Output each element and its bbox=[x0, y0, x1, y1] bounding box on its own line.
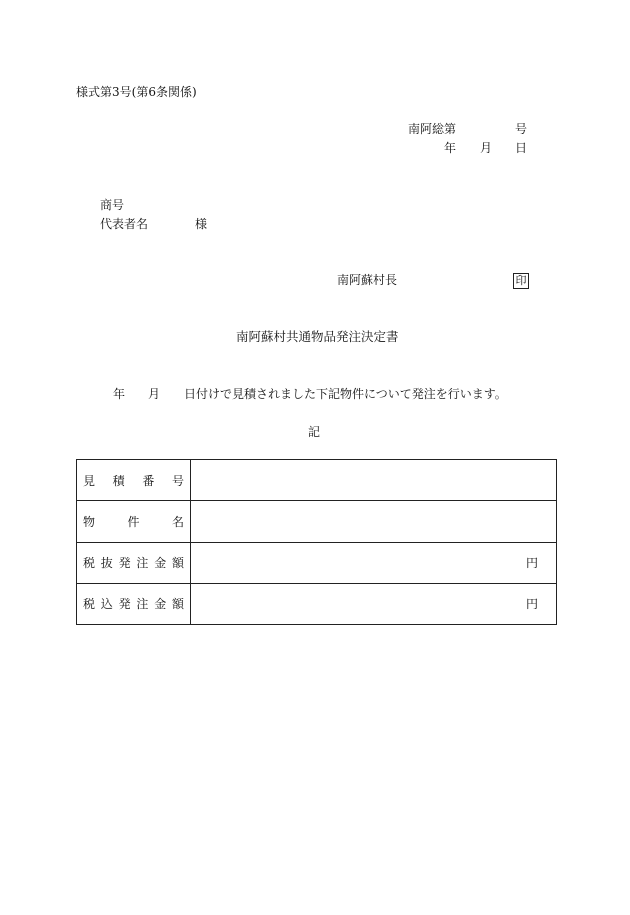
company-label: 商号 bbox=[100, 198, 125, 212]
table-row bbox=[77, 501, 557, 542]
table-row bbox=[77, 583, 557, 624]
label-char: 税 bbox=[83, 556, 96, 571]
label-char: 税 bbox=[83, 597, 96, 612]
representative-label: 代表者名 bbox=[100, 217, 149, 231]
row-label bbox=[77, 501, 191, 542]
label-char: 積 bbox=[112, 473, 125, 488]
seal-mark: 印 bbox=[513, 273, 529, 289]
table-row bbox=[77, 542, 557, 583]
body-month: 月 bbox=[148, 387, 161, 401]
label-char: 込 bbox=[100, 597, 113, 612]
form-number: 様式第3号(第6条関係) bbox=[76, 85, 197, 99]
date-month: 月 bbox=[480, 141, 493, 155]
label-char: 番 bbox=[142, 473, 155, 488]
date-year: 年 bbox=[444, 141, 457, 155]
label-char: 額 bbox=[171, 597, 184, 612]
label-char: 抜 bbox=[100, 556, 113, 571]
label-char: 注 bbox=[136, 597, 149, 612]
date-day: 日 bbox=[515, 141, 528, 155]
label-char: 金 bbox=[154, 597, 167, 612]
amount-incl-tax-value[interactable]: 円 bbox=[191, 583, 557, 624]
label-char: 号 bbox=[171, 473, 184, 488]
item-name-value[interactable] bbox=[191, 501, 557, 542]
label-char: 名 bbox=[171, 514, 184, 529]
row-label bbox=[77, 542, 191, 583]
label-char: 発 bbox=[118, 556, 131, 571]
body-year: 年 bbox=[113, 387, 126, 401]
label-char: 金 bbox=[154, 556, 167, 571]
label-char: 発 bbox=[118, 597, 131, 612]
label-char: 注 bbox=[136, 556, 149, 571]
row-label bbox=[77, 583, 191, 624]
table-row bbox=[77, 460, 557, 501]
ki-heading: 記 bbox=[308, 425, 321, 439]
doc-number-suffix: 号 bbox=[515, 122, 528, 136]
label-char: 額 bbox=[171, 556, 184, 571]
label-char: 件 bbox=[127, 514, 140, 529]
honorific: 様 bbox=[195, 217, 208, 231]
row-label bbox=[77, 460, 191, 501]
issuer-name: 南阿蘇村長 bbox=[337, 273, 398, 287]
doc-number-prefix: 南阿総第 bbox=[408, 122, 457, 136]
label-char: 見 bbox=[83, 473, 96, 488]
order-details-table bbox=[76, 459, 557, 625]
estimate-number-value[interactable] bbox=[191, 460, 557, 501]
body-text: 日付けで見積されました下記物件について発注を行います。 bbox=[184, 387, 507, 401]
document-title: 南阿蘇村共通物品発注決定書 bbox=[236, 329, 399, 344]
amount-excl-tax-value[interactable]: 円 bbox=[191, 542, 557, 583]
label-char: 物 bbox=[83, 514, 96, 529]
